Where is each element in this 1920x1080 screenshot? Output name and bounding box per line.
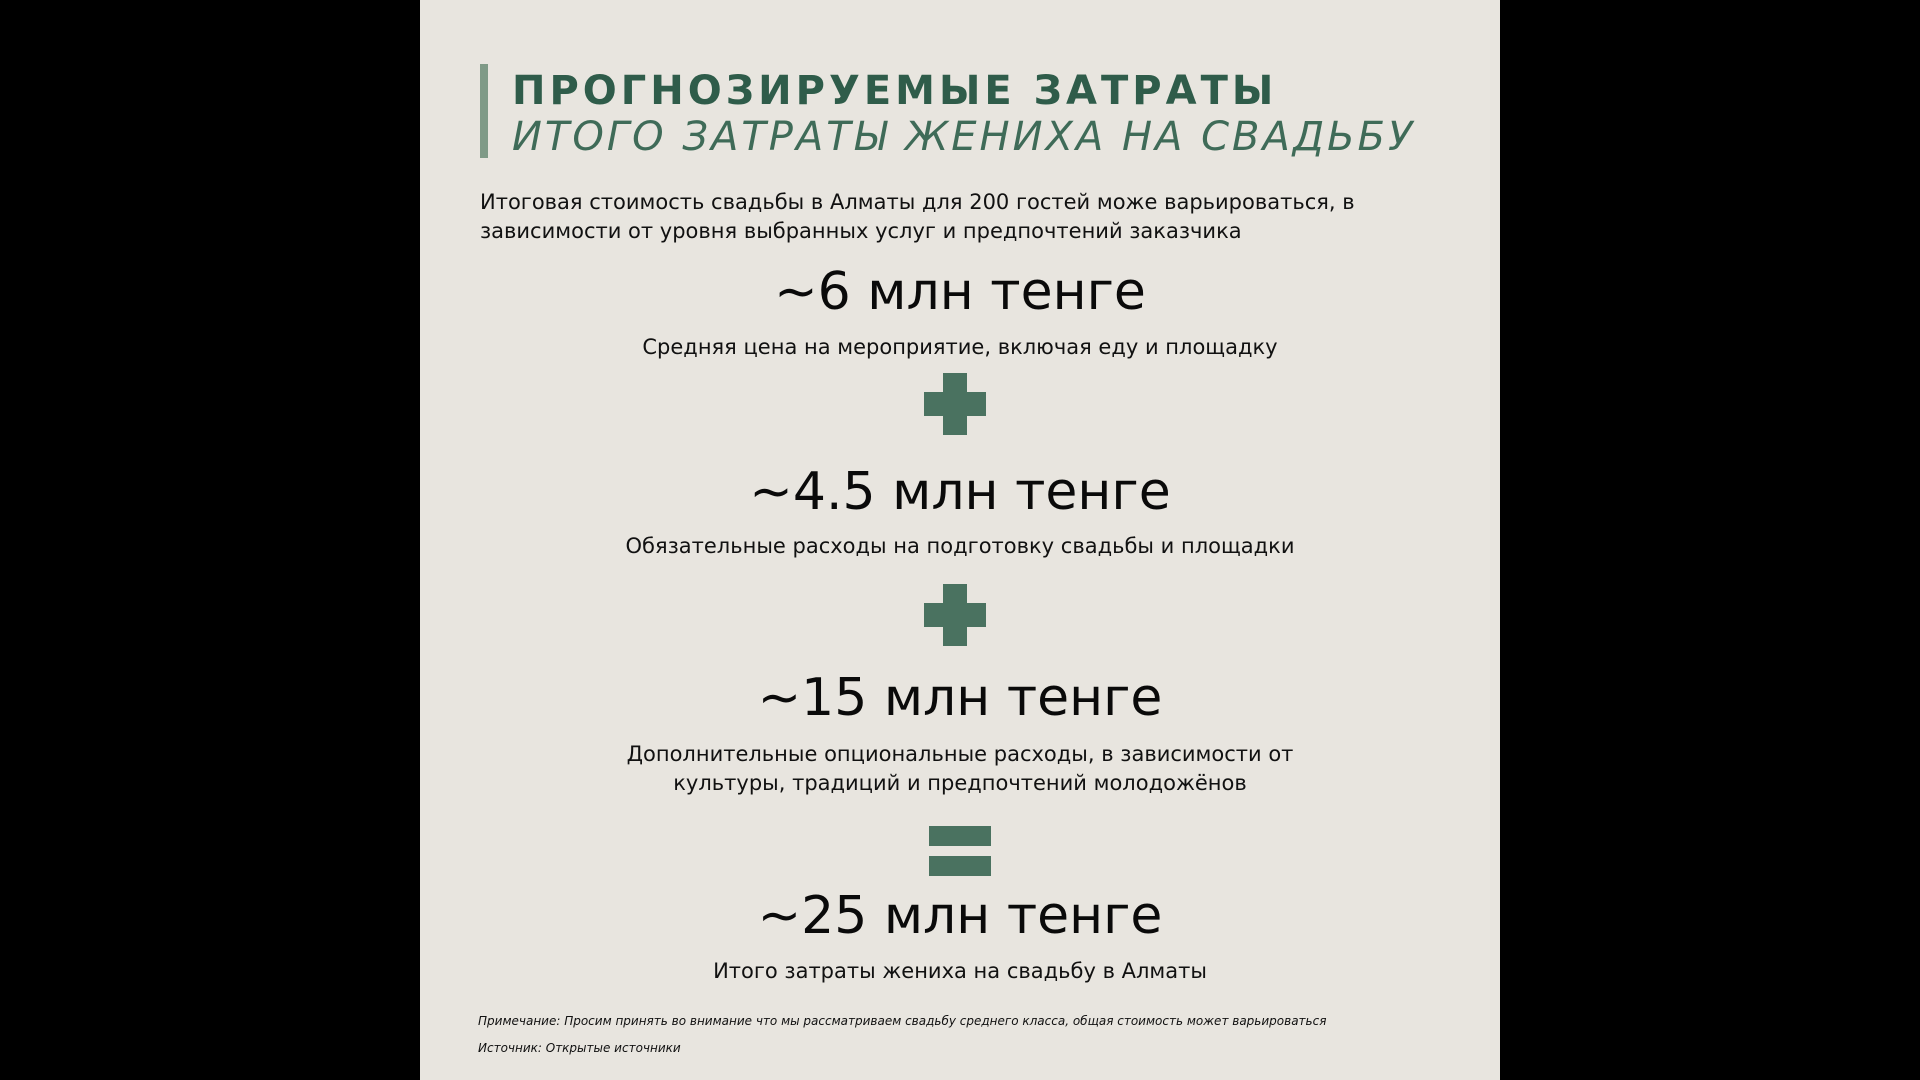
intro-text: Итоговая стоимость свадьбы в Алматы для 200 гостей може варьироваться, в зависимости от уровня выбранных услуг и предпочтений заказчика [480,190,1355,243]
page-title: ПРОГНОЗИРУЕМЫЕ ЗАТРАТЫ [512,68,1278,114]
plus-icon-vertical [943,584,967,646]
desc-optional-line2: культуры, традиций и предпочтений молодожёнов [673,771,1247,795]
source-note: Источник: Открытые источники [478,1041,681,1055]
plus-icon [924,373,986,435]
amount-venue: ~6 млн тенге [774,262,1146,322]
amount-mandatory: ~4.5 млн тенге [749,462,1171,522]
amount-total: ~25 млн тенге [757,886,1163,946]
desc-venue: Средняя цена на мероприятие, включая еду и площадку [642,335,1278,359]
desc-mandatory: Обязательные расходы на подготовку свадьбы и площадки [625,534,1295,558]
title-block [480,64,1440,158]
plus-icon [924,584,986,646]
desc-optional-line1: Дополнительные опциональные расходы, в зависимости от [626,742,1294,766]
plus-icon-vertical [943,373,967,435]
footnote: Примечание: Просим принять во внимание что мы рассматриваем свадьбу среднего класса, общая стоимость может варьироваться [478,1014,1327,1028]
page-subtitle: ИТОГО ЗАТРАТЫ ЖЕНИХА НА СВАДЬБУ [512,114,1416,160]
desc-total: Итого затраты жениха на свадьбу в Алматы [713,959,1207,983]
equals-icon-bottom [929,856,991,876]
infographic-slide [420,0,1500,1080]
title-accent-bar [480,64,488,158]
equals-icon-top [929,826,991,846]
amount-optional: ~15 млн тенге [757,668,1163,728]
equals-icon [929,826,991,876]
